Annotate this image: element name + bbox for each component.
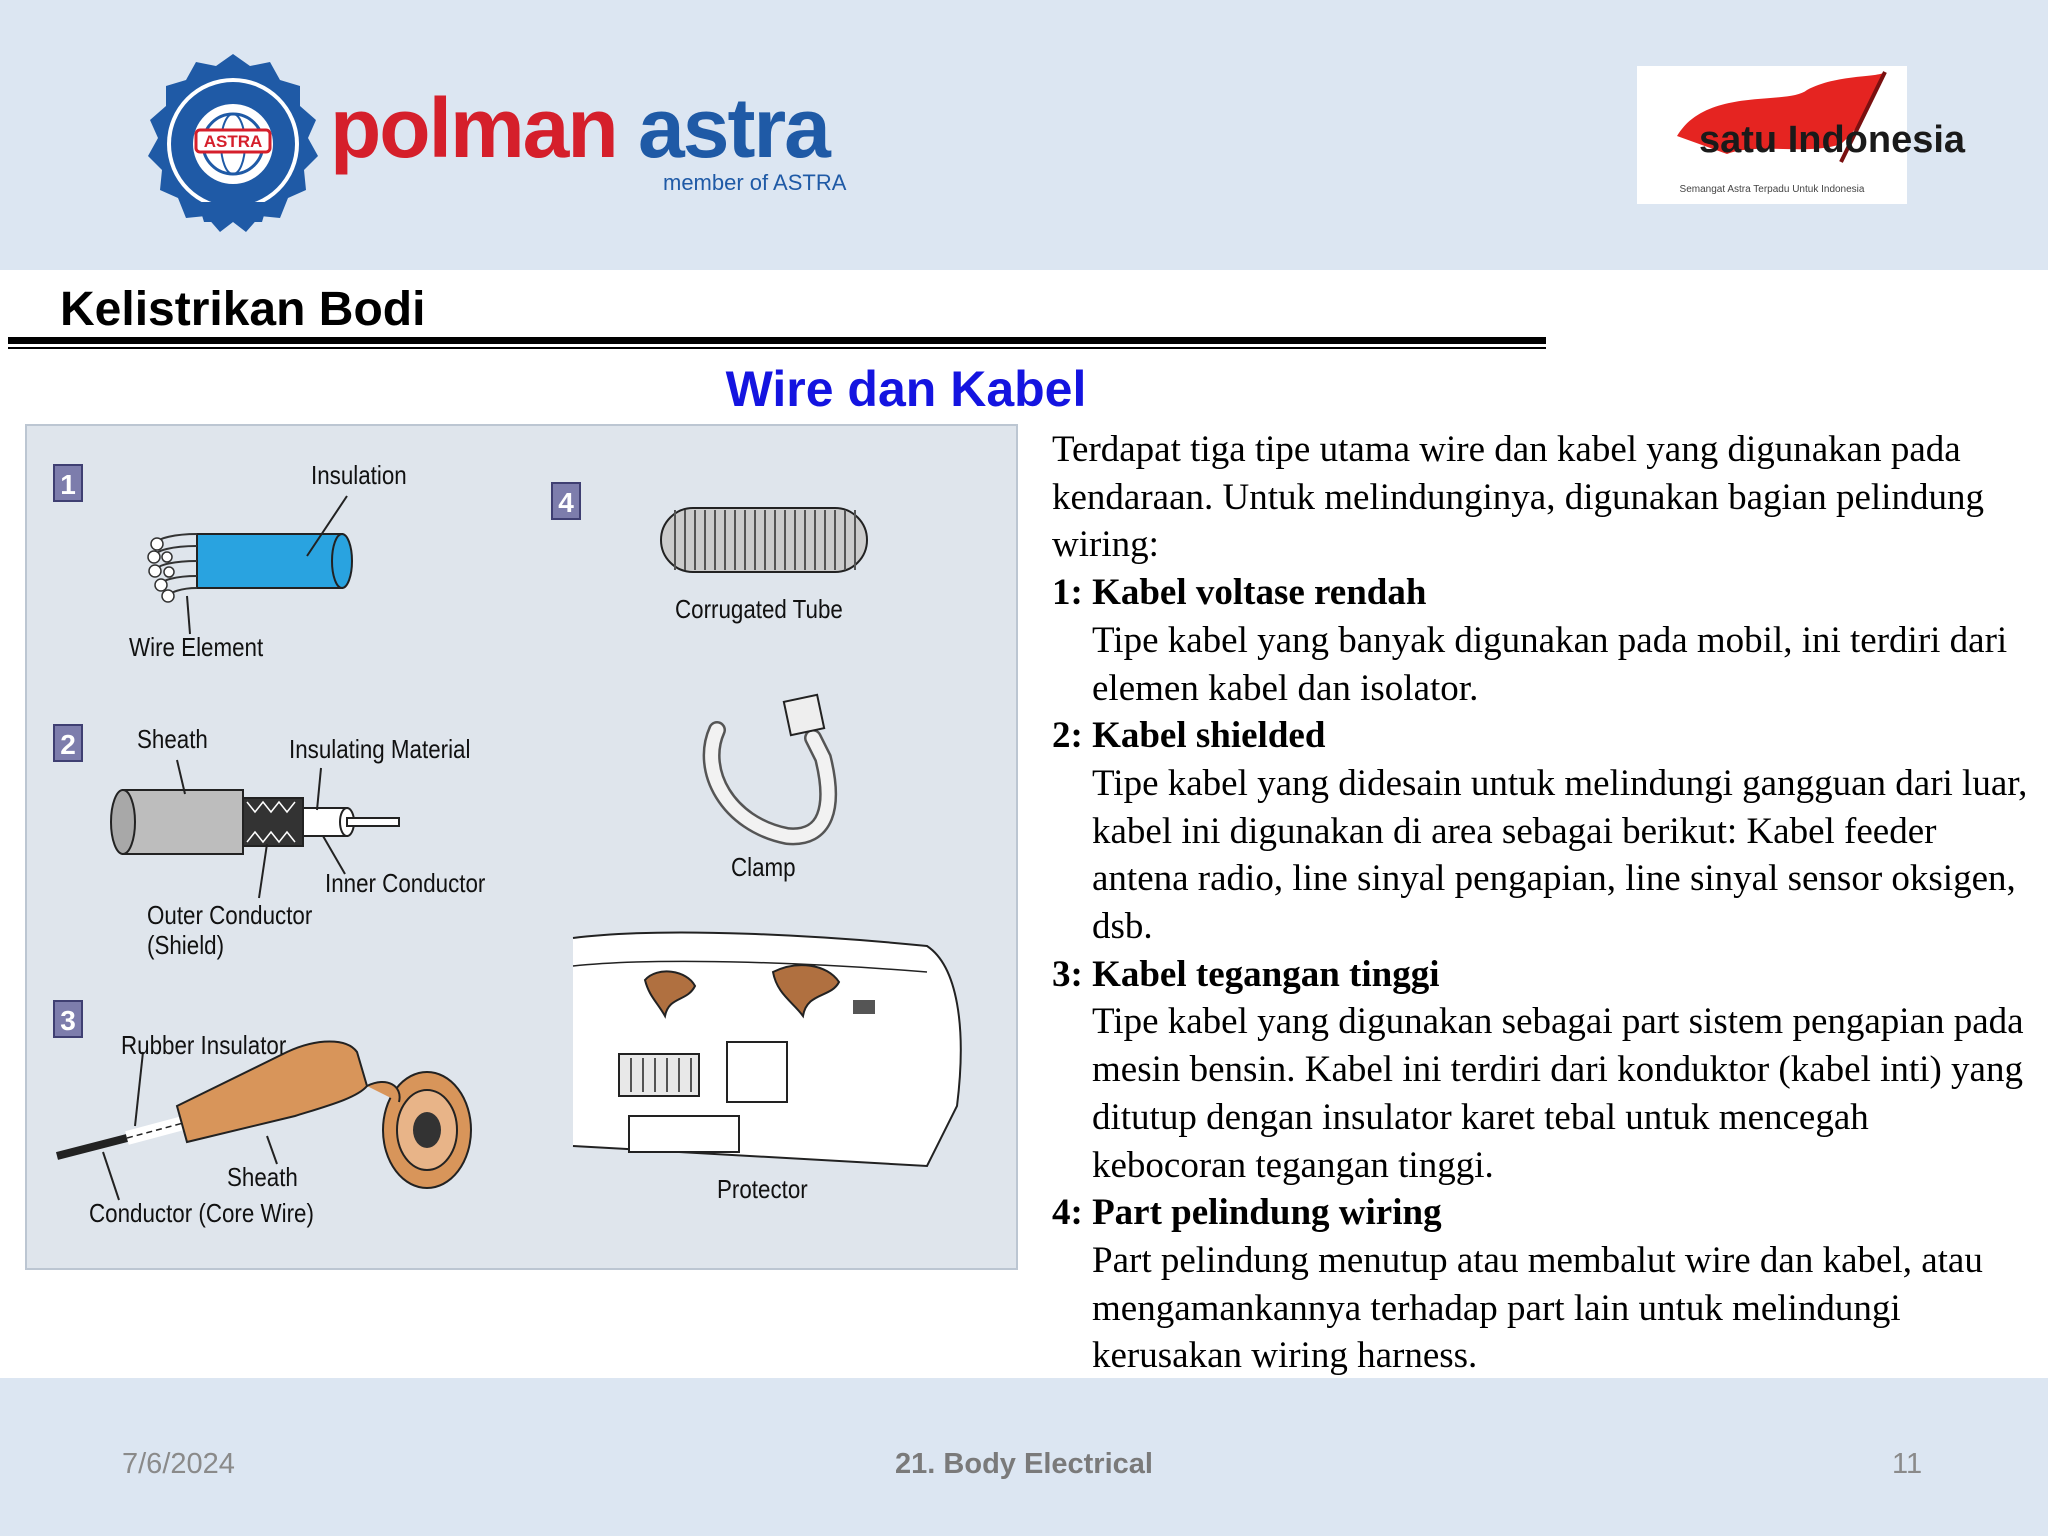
footer-date: 7/6/2024 <box>122 1448 235 1480</box>
brand-astra: astra <box>638 81 829 175</box>
brand-polman: polman <box>330 81 617 175</box>
label-rubber-insulator: Rubber Insulator <box>121 1030 287 1060</box>
title-rule-thin <box>8 347 1546 349</box>
figure-number-4: 4 <box>551 482 581 520</box>
footer-page-number: 11 <box>1892 1448 1923 1480</box>
intro-paragraph: Terdapat tiga tipe utama wire dan kabel yang digunakan pada kendaraan. Untuk melindunginya, digunakan bagian pelindung wiring: <box>1052 429 1984 566</box>
item-3-heading: 3: Kabel tegangan tinggi <box>1052 953 1440 995</box>
item-3-text: Tipe kabel yang digunakan sebagai part sistem pengapian pada mesin bensin. Kabel ini terdiri dari konduktor (kabel inti) yang ditutup dengan insulator karet tebal untuk mencegah kebocoran tegangan tinggi. <box>1092 1001 2024 1186</box>
item-4-heading: 4: Part pelindung wiring <box>1052 1192 1442 1234</box>
label-outer-conductor-shield: (Shield) <box>147 930 225 960</box>
label-sheath-hv: Sheath <box>227 1162 298 1192</box>
label-wire-element: Wire Element <box>129 632 264 662</box>
item-4-text: Part pelindung menutup atau membalut wire dan kabel, atau mengamankannya terhadap part lain untuk melindungi kerusakan wiring harness. <box>1092 1239 1983 1377</box>
title-rule <box>8 337 1546 344</box>
wire-types-figure <box>25 424 1018 1270</box>
label-inner-conductor: Inner Conductor <box>325 868 486 898</box>
item-1-text: Tipe kabel yang banyak digunakan pada mobil, ini terdiri dari elemen kabel dan isolator. <box>1092 619 2008 709</box>
slide-title: Kelistrikan Bodi <box>60 283 426 336</box>
body-text <box>1052 426 2032 1380</box>
label-outer-conductor: Outer Conductor <box>147 900 313 930</box>
item-1-heading: 1: Kabel voltase rendah <box>1052 572 1427 614</box>
figure-number-3: 3 <box>53 1000 83 1038</box>
figure-number-2: 2 <box>53 724 83 762</box>
clamp-illustration <box>712 695 829 836</box>
satu-indonesia-logo <box>1637 66 1966 204</box>
corrugated-tube-illustration <box>661 508 867 572</box>
label-sheath: Sheath <box>137 724 208 754</box>
seal-center-text: ASTRA <box>203 132 263 151</box>
polman-seal-logo <box>138 52 328 242</box>
label-conductor-core-wire: Conductor (Core Wire) <box>89 1198 314 1228</box>
label-insulation: Insulation <box>311 460 407 490</box>
footer-title: 21. Body Electrical <box>895 1448 1153 1480</box>
figure-number-1: 1 <box>53 464 83 502</box>
brand-subtitle: member of ASTRA <box>663 170 847 195</box>
satu-logo-tagline: Semangat Astra Terpadu Untuk Indonesia <box>1679 184 1865 195</box>
item-2-heading: 2: Kabel shielded <box>1052 715 1326 757</box>
label-protector: Protector <box>717 1174 808 1204</box>
brand-wordmark <box>330 81 829 175</box>
slide-subtitle: Wire dan Kabel <box>725 361 1087 417</box>
protector-dashboard-illustration <box>573 933 961 1166</box>
item-2-text: Tipe kabel yang didesain untuk melindungi gangguan dari luar, kabel ini digunakan di area sebagai berikut: Kabel feeder antena radio, line sinyal pengapian, line sinyal sensor oksigen, dsb. <box>1092 762 2028 948</box>
satu-logo-text: satu Indonesia <box>1699 119 1966 161</box>
label-clamp: Clamp <box>731 852 796 882</box>
figure-illustrations <box>27 426 1016 1268</box>
low-voltage-wire-illustration <box>148 496 352 634</box>
label-corrugated-tube: Corrugated Tube <box>675 594 843 624</box>
label-insulating-material: Insulating Material <box>289 734 471 764</box>
